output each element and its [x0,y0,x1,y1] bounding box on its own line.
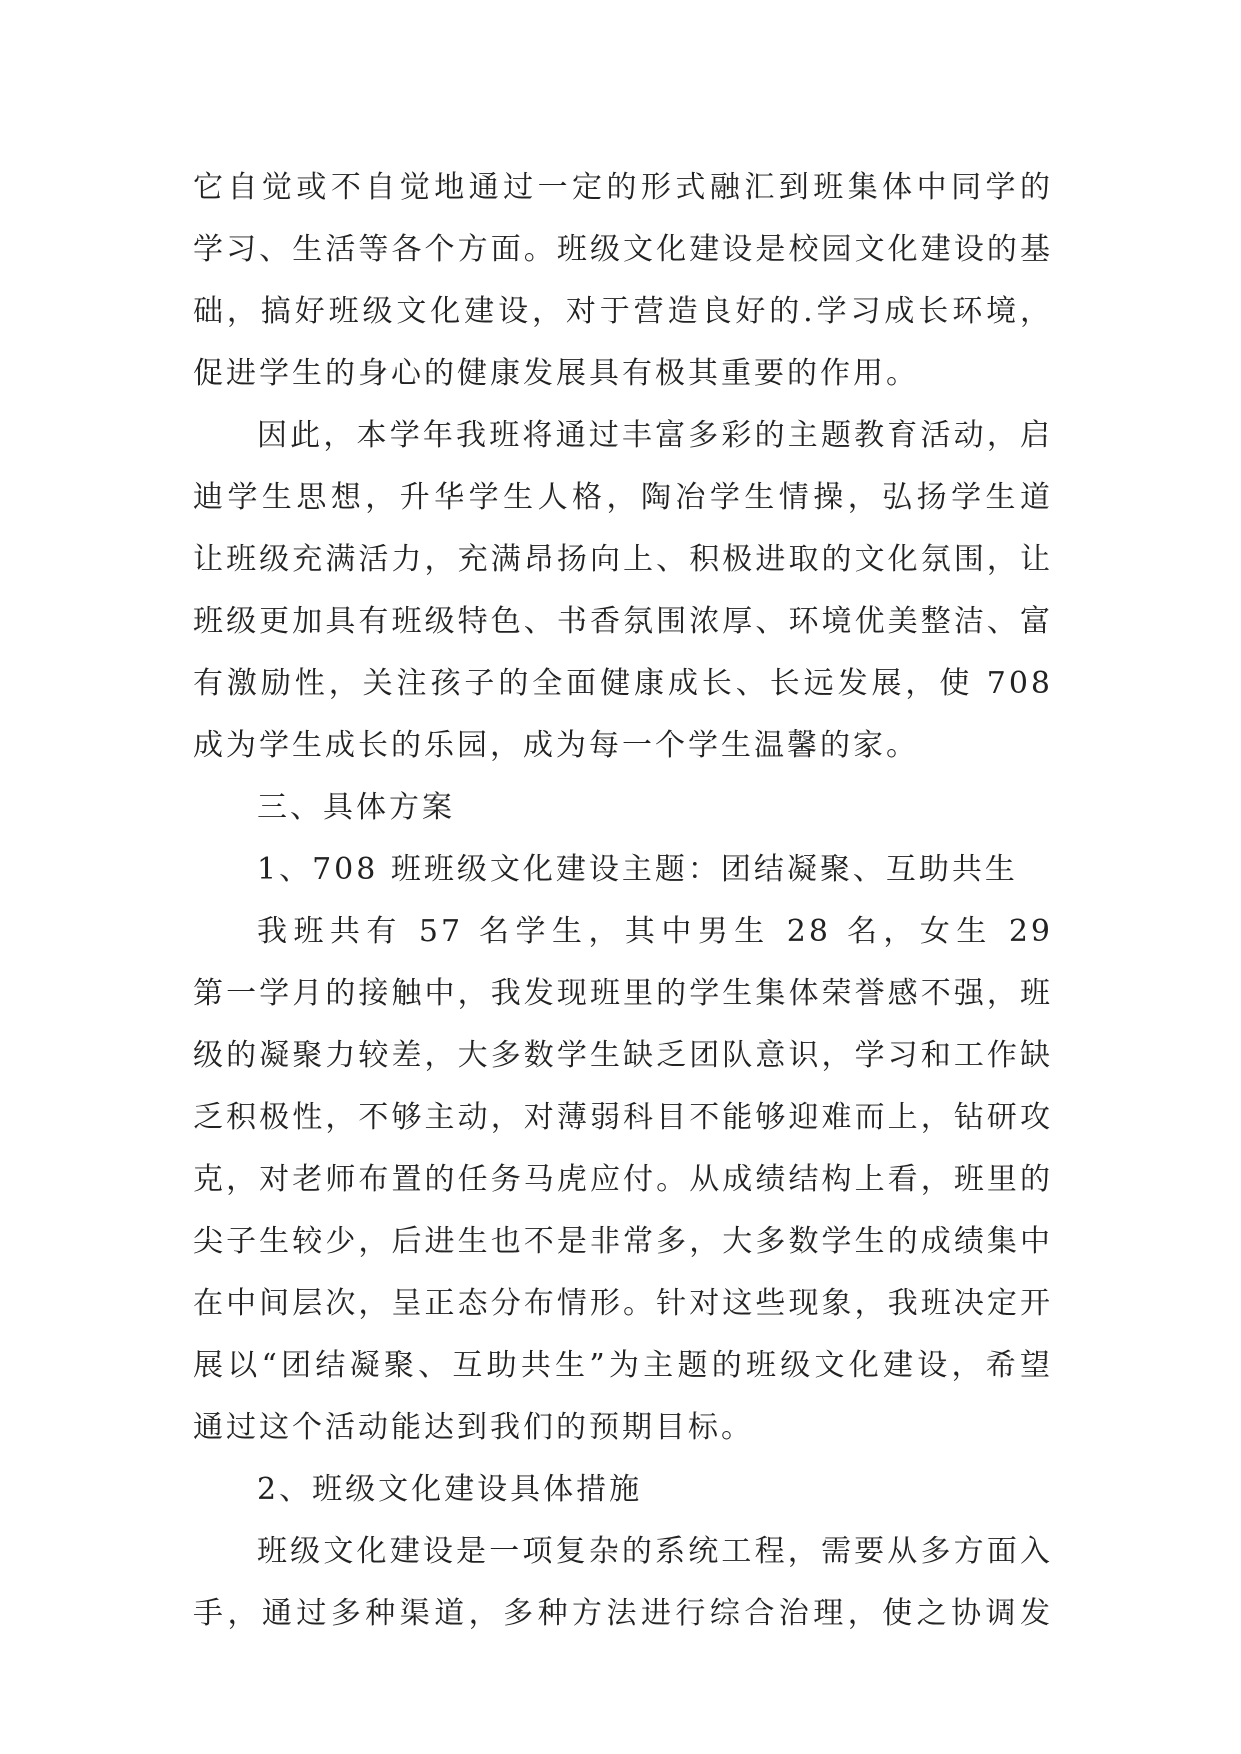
text-line: 第一学月的接触中，我发现班里的学生集体荣誉感不强，班 [193,976,1053,1011]
text-line: 促进学生的身心的健康发展具有极其重要的作用。 [193,356,919,391]
text-line: 尖子生较少，后进生也不是非常多，大多数学生的成绩集中 [193,1224,1053,1259]
subsection-heading: 1、708 班班级文化建设主题：团结凝聚、互助共生 [257,852,1018,887]
text-line: 因此，本学年我班将通过丰富多彩的主题教育活动，启 [257,418,1053,453]
text-line: 手，通过多种渠道，多种方法进行综合治理，使之协调发 [193,1596,1053,1631]
section-heading: 三、具体方案 [257,790,455,825]
text-line: 展以“团结凝聚、互助共生”为主题的班级文化建设，希望 [193,1348,1053,1383]
text-line: 乏积极性，不够主动，对薄弱科目不能够迎难而上，钻研攻 [193,1100,1053,1135]
text-line: 克，对老师布置的任务马虎应付。从成绩结构上看，班里的 [193,1162,1053,1197]
text-line: 迪学生思想，升华学生人格，陶冶学生情操，弘扬学生道 [193,480,1053,515]
text-line: 班级更加具有班级特色、书香氛围浓厚、环境优美整洁、富 [193,604,1053,639]
text-line: 础，搞好班级文化建设，对于营造良好的.学习成长环境， [193,294,1053,329]
text-line: 级的凝聚力较差，大多数学生缺乏团队意识，学习和工作缺 [193,1038,1053,1073]
text-line: 有激励性，关注孩子的全面健康成长、长远发展，使 708 [193,666,1053,701]
text-line: 在中间层次，呈正态分布情形。针对这些现象，我班决定开 [193,1286,1053,1321]
text-line: 它自觉或不自觉地通过一定的形式融汇到班集体中同学的 [193,170,1053,205]
subsection-heading: 2、班级文化建设具体措施 [257,1472,643,1507]
text-line: 我班共有 57 名学生，其中男生 28 名，女生 29 [257,914,1053,949]
document-body [193,157,1053,1645]
text-line: 班级文化建设是一项复杂的系统工程，需要从多方面入 [257,1534,1053,1569]
text-line: 学习、生活等各个方面。班级文化建设是校园文化建设的基 [193,232,1053,267]
text-line: 通过这个活动能达到我们的预期目标。 [193,1410,754,1445]
text-line: 让班级充满活力，充满昂扬向上、积极进取的文化氛围，让 [193,542,1053,577]
text-line: 成为学生成长的乐园，成为每一个学生温馨的家。 [193,728,919,763]
